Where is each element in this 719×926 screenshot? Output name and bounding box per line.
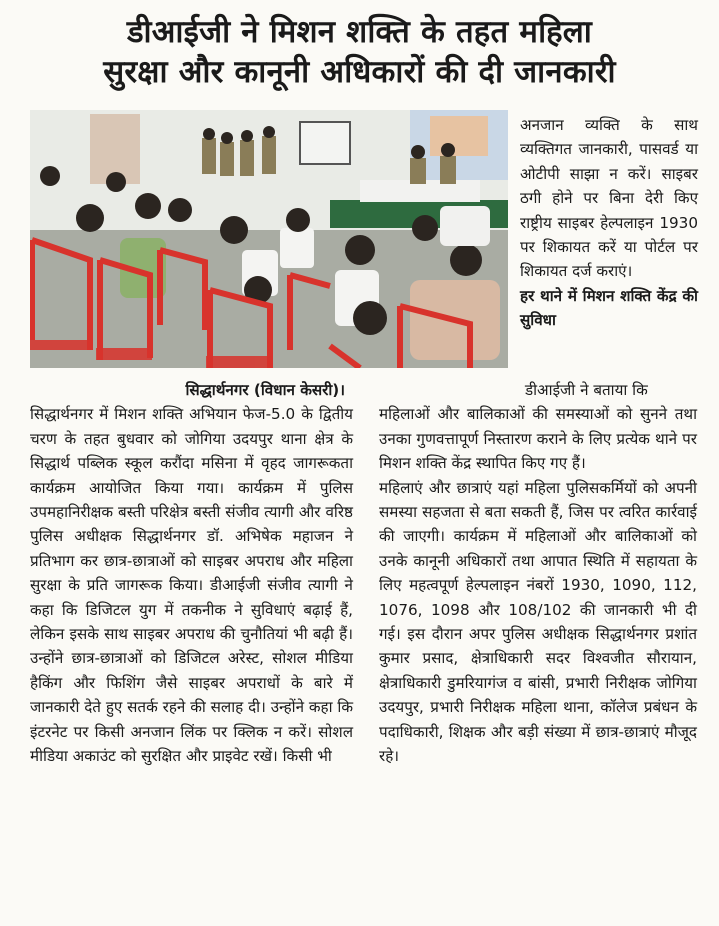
dateline: सिद्धार्थनगर (विधान केसरी)। xyxy=(185,381,345,399)
headline-line-1: डीआईजी ने मिशन शक्ति के तहत महिला xyxy=(126,14,593,50)
body-paragraph-start: डीआईजी ने बताया कि xyxy=(525,381,648,399)
right-column-top xyxy=(520,113,698,333)
body-paragraph: अनजान व्यक्ति के साथ व्यक्तिगत जानकारी, पासवर्ड या ओटीपी साझा न करें। साइबर ठगी होने पर बिना देरी किए राष्ट्रीय साइबर हेल्पलाइन 1930 पर शिकायत करें या पोर्टल पर शिकायत दर्ज कराएं। xyxy=(520,116,698,281)
body-paragraph: सिद्धार्थनगर में मिशन शक्ति अभियान फेज-5.0 के द्वितीय चरण के तहत बुधवार को जोगिया उदयपुर थाना क्षेत्र के सिद्धार्थ पब्लिक स्कूल करौंदा मसिना में वृहद जागरूकता कार्यक्रम आयोजित किया गया। कार्यक्रम में पुलिस उपमहानिरीक्षक बस्ती परिक्षेत्र बस्ती संजीव त्यागी और वरिष्ठ पुलिस अधीक्षक सिद्धार्थनगर डॉ. अभिषेक महाजन ने प्रतिभाग कर छात्र-छात्राओं को साइबर अपराध और महिला सुरक्षा के प्रति जागरूक किया। डीआईजी संजीव त्यागी ने कहा कि डिजिटल युग में तकनीक ने सुविधाएं बढ़ाई हैं, लेकिन इसके साथ साइबर अपराध की चुनौतियां भी बढ़ी हैं। उन्होंने छात्र-छात्राओं को डिजिटल अरेस्ट, सोशल मीडिया हैकिंग और फिशिंग जैसे साइबर अपराधों के बारे में जानकारी देते हुए सतर्क रहने की सलाह दी। उन्होंने कहा कि इंटरनेट पर किसी अनजान लिंक पर क्लिक न करें। सोशल मीडिया अकाउंट को सुरक्षित और प्राइवेट रखें। किसी भी xyxy=(30,405,353,766)
left-column xyxy=(30,378,353,769)
right-column-bottom xyxy=(379,378,697,769)
headline-line-2: सुरक्षा और कानूनी अधिकारों की दी जानकारी xyxy=(103,54,616,90)
headline xyxy=(0,12,719,92)
subheading: हर थाने में मिशन शक्ति केंद्र की सुविधा xyxy=(520,286,698,330)
event-photo-illustration xyxy=(30,110,508,368)
body-paragraph: महिलाओं और बालिकाओं की समस्याओं को सुनने तथा उनका गुणवत्तापूर्ण निस्तारण कराने के लिए प्रत्येक थाने पर मिशन शक्ति केंद्र स्थापित किए गए हैं। xyxy=(379,405,697,473)
event-photo xyxy=(30,110,508,368)
body-paragraph: महिलाएं और छात्राएं यहां महिला पुलिसकर्मियों को अपनी समस्या सहजता से बता सकती हैं, जिस पर त्वरित कार्रवाई की जाएगी। कार्यक्रम में महिलाओं और बालिकाओं को उनके कानूनी अधिकारों तथा आपात स्थिति में सहायता के लिए महत्वपूर्ण हेल्पलाइन नंबरों 1930, 1090, 112, 1076, 1098 और 108/102 की जानकारी भी दी गई। इस दौरान अपर पुलिस अधीक्षक सिद्धार्थनगर प्रशांत कुमार प्रसाद, क्षेत्राधिकारी सदर विश्वजीत सौरायान, क्षेत्राधिकारी डुमरियागंज व बांसी, प्रभारी निरीक्षक जोगिया उदयपुर, प्रभारी निरीक्षक महिला थाना, कॉलेज प्रबंधन के पदाधिकारी, शिक्षक और बड़ी संख्या में छात्र-छात्राएं मौजूद रहे। xyxy=(379,478,697,766)
